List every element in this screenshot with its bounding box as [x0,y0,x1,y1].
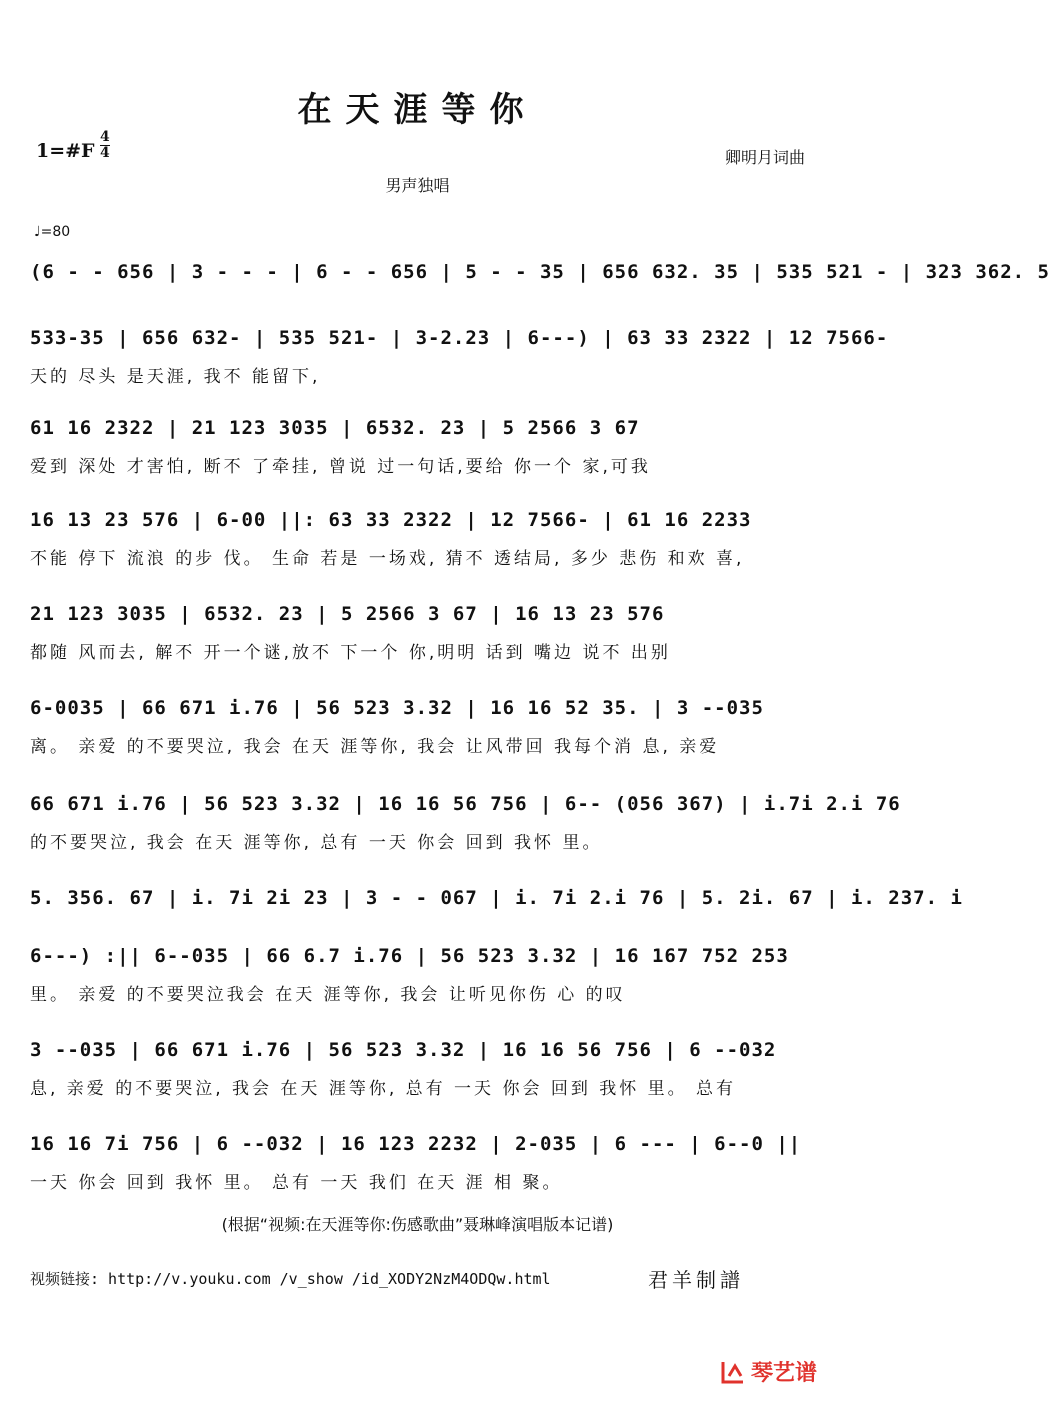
lyric-line: 天的 尽头 是天涯, 我不 能留下, [30,367,321,387]
lyric-line: 爱到 深处 才害怕, 断不 了牵挂, 曾说 过一句话,要给 你一个 家,可我 [30,457,651,477]
score-row [30,1124,810,1204]
lyric-line: 里。 亲爱 的不要哭泣我会 在天 涯等你, 我会 让听见你伤 心 的叹 [30,985,626,1005]
tempo-marking: ♩=80 [34,224,71,240]
score-row [30,594,810,674]
notation-line: 16 16 7i 756 | 6 --032 | 16 123 2232 | 2-035 | 6 --- | 6--0 || [30,1133,802,1155]
score-row [30,318,889,398]
notation-line: 21 123 3035 | 6532. 23 | 5 2566 3 67 | 16 13 23 576 [30,603,665,625]
source-note: (根据“视频:在天涯等你:伤感歌曲”聂琳峰演唱版本记谱) [221,1215,614,1234]
transcriber-signature: 君羊制譜 [648,1268,744,1292]
notation-line: 61 16 2322 | 21 123 3035 | 6532. 23 | 5 2566 3 67 [30,417,640,439]
composer-credit: 卿明月词曲 [724,148,805,167]
time-signature [100,130,110,161]
notation-line: 66 671 i.76 | 56 523 3.32 | 16 16 56 756 | 6-- (056 367) | i.7i 2.i 76 [30,793,901,815]
score-row [30,408,810,488]
notation-line: 6---) :|| 6--035 | 66 6.7 i.76 | 56 523 3.32 | 16 167 752 253 [30,945,789,967]
notation-line: 533-35 | 656 632- | 535 521- | 3-2.23 | 6---) | 63 33 2322 | 12 7566- [30,327,889,349]
logo-icon [719,1358,747,1386]
logo-text: 琴艺谱 [750,1361,817,1386]
notation-line: (6 - - 656 | 3 - - - | 6 - - 656 | 5 - - 35 | 656 632. 35 | 535 521 - | 323 362. 5 [30,261,1050,283]
lyric-line: 不能 停下 流浪 的步 伐。 生命 若是 一场戏, 猜不 透结局, 多少 悲伤 和欢 喜, [30,549,745,569]
lyric-line: 一天 你会 回到 我怀 里。 总有 一天 我们 在天 涯 相 聚。 [30,1173,563,1193]
notation-line: 5. 356. 67 | i. 7i 2i 23 | 3 - - 067 | i. 7i 2.i 76 | 5. 2i. 67 | i. 237. i [30,887,963,909]
score-row [30,1030,810,1110]
lyric-line: 离。 亲爱 的不要哭泣, 我会 在天 涯等你, 我会 让风带回 我每个消 息, 亲爱 [30,737,720,757]
notation-line: 16 13 23 576 | 6-00 ||: 63 33 2322 | 12 7566- | 61 16 2233 [30,509,752,531]
score-row [30,500,810,580]
key-signature: 1=#F [36,140,95,162]
lyric-line: 的不要哭泣, 我会 在天 涯等你, 总有 一天 你会 回到 我怀 里。 [30,833,603,853]
video-link[interactable]: 视频链接: http://v.youku.com /v_show /id_XODY2NzM4ODQw.html [30,1270,551,1288]
song-title: 在天涯等你 [297,90,538,130]
time-signature-bottom: 4 [100,145,110,161]
lyric-line: 息, 亲爱 的不要哭泣, 我会 在天 涯等你, 总有 一天 你会 回到 我怀 里。 总有 [30,1079,737,1099]
notation-line: 6-0035 | 66 671 i.76 | 56 523 3.32 | 16 16 52 35. | 3 --035 [30,697,764,719]
score-row [30,688,810,768]
score-row [30,936,810,1016]
time-signature-top: 4 [100,129,110,145]
notation-line: 3 --035 | 66 671 i.76 | 56 523 3.32 | 16 16 56 756 | 6 --032 [30,1039,777,1061]
score-row [30,784,901,864]
voice-type: 男声独唱 [385,176,450,195]
site-logo [719,1356,817,1387]
lyric-line: 都随 风而去, 解不 开一个谜,放不 下一个 你,明明 话到 嘴边 说不 出别 [30,643,671,663]
